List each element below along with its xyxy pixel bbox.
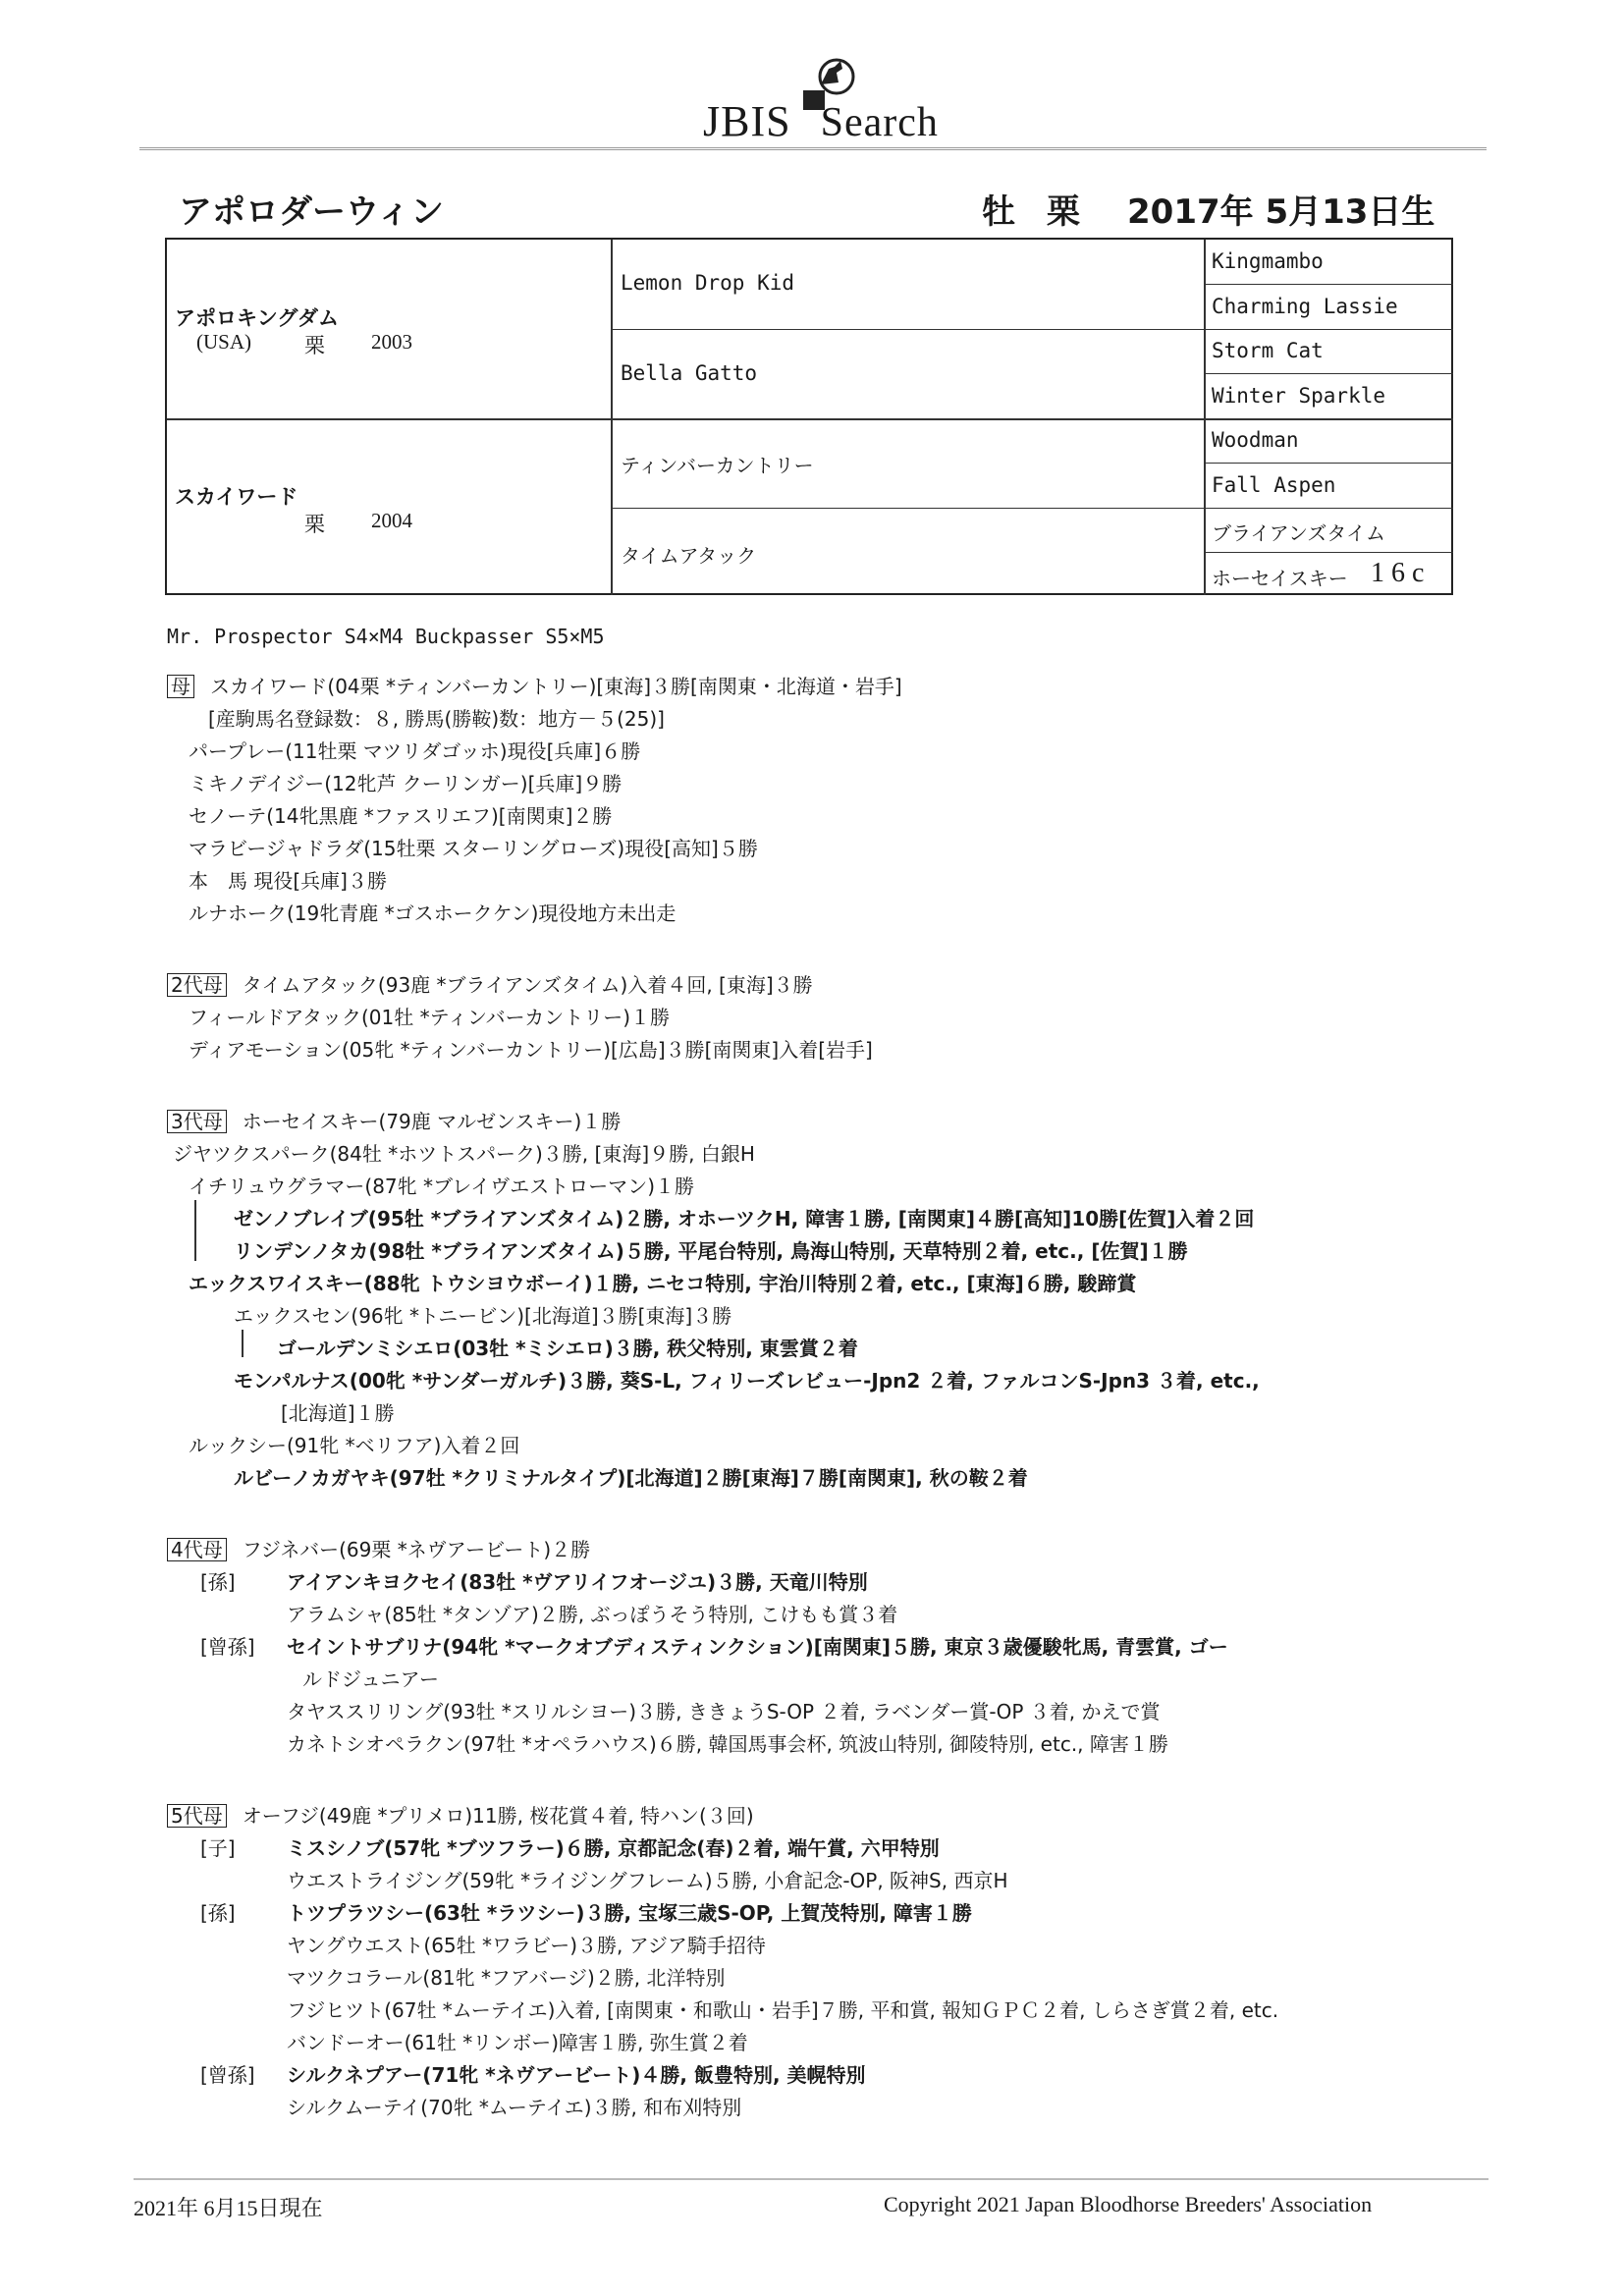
- horse-name: アポロダーウィン: [179, 192, 444, 232]
- horse-sex: 牡: [982, 192, 1015, 232]
- text-line: マラビージャドラダ(15牡栗 スターリングローズ)現役[高知]５勝: [189, 837, 758, 860]
- section-label: 4代母: [167, 1538, 227, 1561]
- text-line: パープレー(11牡栗 マツリダゴッホ)現役[兵庫]６勝: [189, 739, 641, 763]
- dam-color: 栗: [304, 513, 325, 536]
- text-line: カネトシオペラクン(97牡 *オペラハウス)６勝, 韓国馬事会杯, 筑波山特別, 御陵特別, etc., 障害１勝: [287, 1732, 1168, 1756]
- g3-ancestor: Winter Sparkle: [1212, 384, 1386, 408]
- text-line: ルックシー(91牝 *ベリフア)入着２回: [189, 1434, 520, 1457]
- text-line: バンドーオー(61牡 *リンボー)障害１勝, 弥生賞２着: [287, 2031, 748, 2054]
- relation-label: [孫]: [200, 1570, 236, 1594]
- g3-ancestor: Charming Lassie: [1212, 295, 1398, 318]
- sire-name: アポロキングダム: [175, 306, 339, 330]
- g3-ancestor: Storm Cat: [1212, 339, 1324, 362]
- text-line: ルドジュニアー: [302, 1667, 439, 1691]
- text-line: タヤススリリング(93牡 *スリルシヨー)３勝, ききょうS-OP ２着, ラベンダー賞-OP ３着, かえで賞: [287, 1700, 1161, 1723]
- g3-ancestor: Woodman: [1212, 428, 1299, 452]
- section-dam-header: 母 スカイワード(04栗 *ティンバーカントリー)[東海]３勝[南関東・北海道・岩手]: [167, 675, 902, 698]
- text-line: イチリュウグラマー(87牝 *ブレイヴエストローマン)１勝: [189, 1175, 695, 1198]
- section-label: 3代母: [167, 1110, 227, 1133]
- horse-birth-date: 2017年 5月13日生: [1127, 192, 1435, 232]
- text-line: ルビーノカガヤキ(97牡 *クリミナルタイプ)[北海道]２勝[東海]７勝[南関東], 秋の鞍２着: [234, 1466, 1028, 1490]
- pedigree-table: [165, 238, 1453, 595]
- text-line: ウエストライジング(59牝 *ライジングフレーム)５勝, 小倉記念-OP, 阪神S, 西京H: [287, 1869, 1008, 1892]
- text-line: ゼンノブレイブ(95牡 *ブライアンズタイム)２勝, オホーツクH, 障害１勝, [南関東]４勝[高知]10勝[佐賀]入着２回: [234, 1207, 1255, 1230]
- section-label: 2代母: [167, 973, 227, 997]
- section-label: 5代母: [167, 1804, 227, 1828]
- relation-label: [子]: [200, 1836, 236, 1860]
- relation-label: [孫]: [200, 1901, 236, 1925]
- as-of-date: 2021年 6月15日現在: [134, 2196, 323, 2220]
- text-line: エックスセン(96牝 *トニービン)[北海道]３勝[東海]３勝: [234, 1304, 732, 1328]
- sire-dam: Bella Gatto: [621, 361, 758, 385]
- text-line: トツプラツシー(63牡 *ラツシー)３勝, 宝塚三歳S-OP, 上賀茂特別, 障害１勝: [287, 1901, 972, 1925]
- header-divider: [139, 147, 1487, 150]
- text-line: リンデンノタカ(98牡 *ブライアンズタイム)５勝, 平尾台特別, 鳥海山特別, 天草特別２着, etc., [佐賀]１勝: [234, 1239, 1188, 1263]
- text-line: ジヤツクスパーク(84牡 *ホツトスパーク)３勝, [東海]９勝, 白銀H: [173, 1142, 755, 1166]
- text-line: ミキノデイジー(12牝芦 クーリンガー)[兵庫]９勝: [189, 772, 623, 795]
- sire-origin: (USA): [196, 330, 251, 354]
- text-line: シルクネプアー(71牝 *ネヴアービート)４勝, 飯豊特別, 美幌特別: [287, 2063, 866, 2087]
- dam-dam: タイムアタック: [621, 544, 757, 568]
- text-line: ミスシノブ(57牝 *ブツフラー)６勝, 京都記念(春)２着, 端午賞, 六甲特別: [287, 1836, 940, 1860]
- text-line: モンパルナス(00牝 *サンダーガルチ)３勝, 葵S-L, フィリーズレビュー-Jpn2 ２着, ファルコンS-Jpn3 ３着, etc.,: [234, 1369, 1260, 1393]
- text-line: セイントサブリナ(94牝 *マークオブディスティンクション)[南関東]５勝, 東京３歳優駿牝馬, 青雲賞, ゴー: [287, 1635, 1228, 1659]
- inbreeding-note: Mr. Prospector S4×M4 Buckpasser S5×M5: [167, 625, 605, 648]
- section-g5-header: 5代母 オーフジ(49鹿 *プリメロ)11勝, 桜花賞４着, 特ハン(３回): [167, 1804, 754, 1828]
- footer-divider: [134, 2178, 1489, 2180]
- tree-connector: [194, 1200, 196, 1261]
- relation-label: [曾孫]: [200, 2063, 255, 2087]
- dam-year: 2004: [371, 509, 412, 532]
- text-line: 本 馬 現役[兵庫]３勝: [189, 869, 387, 893]
- tree-connector: [242, 1330, 244, 1357]
- copyright: Copyright 2021 Japan Bloodhorse Breeders' Association: [884, 2192, 1373, 2216]
- family-number: 1 6 c: [1371, 558, 1425, 588]
- text-line: エックスワイスキー(88牝 トウシヨウボーイ)１勝, ニセコ特別, 宇治川特別２着, etc., [東海]６勝, 駿蹄賞: [189, 1272, 1137, 1295]
- sire-sire: Lemon Drop Kid: [621, 271, 795, 295]
- horse-color: 栗: [1047, 192, 1080, 232]
- text-line: [産駒馬名登録数：８, 勝馬(勝鞍)数：地方－５(25)]: [208, 707, 665, 731]
- section-label: 母: [167, 675, 194, 698]
- text-line: フィールドアタック(01牡 *ティンバーカントリー)１勝: [189, 1006, 671, 1029]
- g3-ancestor: Kingmambo: [1212, 249, 1324, 273]
- text-line: シルクムーテイ(70牝 *ムーテイエ)３勝, 和布刈特別: [287, 2096, 742, 2119]
- text-line: アイアンキヨクセイ(83牡 *ヴアリイフオージユ)３勝, 天竜川特別: [287, 1570, 868, 1594]
- jbis-search-logo: [703, 55, 948, 145]
- g3-ancestor: Fall Aspen: [1212, 473, 1336, 497]
- g3-ancestor: ホーセイスキー: [1212, 567, 1348, 590]
- dam-sire: ティンバーカントリー: [621, 454, 814, 477]
- text-line: [北海道]１勝: [281, 1401, 395, 1425]
- text-line: ディアモーション(05牝 *ティンバーカントリー)[広島]３勝[南関東]入着[岩手]: [189, 1038, 873, 1062]
- relation-label: [曾孫]: [200, 1635, 255, 1659]
- text-line: マツクコラール(81牝 *フアバージ)２勝, 北洋特別: [287, 1966, 726, 1990]
- section-g2-header: 2代母 タイムアタック(93鹿 *ブライアンズタイム)入着４回, [東海]３勝: [167, 973, 813, 997]
- dam-name: スカイワード: [175, 485, 298, 509]
- text-line: セノーテ(14牝黒鹿 *ファスリエフ)[南関東]２勝: [189, 804, 613, 828]
- text-line: ルナホーク(19牝青鹿 *ゴスホークケン)現役地方未出走: [189, 902, 677, 925]
- section-g4-header: 4代母 フジネバー(69栗 *ネヴアービート)２勝: [167, 1538, 590, 1561]
- text-line: フジヒツト(67牡 *ムーテイエ)入着, [南関東・和歌山・岩手]７勝, 平和賞, 報知ＧＰＣ２着, しらさぎ賞２着, etc.: [287, 1998, 1279, 2022]
- sire-year: 2003: [371, 330, 412, 354]
- text-line: アラムシャ(85牡 *タンゾア)２勝, ぶっぽうそう特別, こけもも賞３着: [287, 1603, 898, 1626]
- section-g3-header: 3代母 ホーセイスキー(79鹿 マルゼンスキー)１勝: [167, 1110, 621, 1133]
- text-line: ゴールデンミシエロ(03牡 *ミシエロ)３勝, 秩父特別, 東雲賞２着: [277, 1337, 858, 1360]
- brand-text: JBIS Search: [703, 97, 939, 145]
- sire-color: 栗: [304, 334, 325, 357]
- g3-ancestor: ブライアンズタイム: [1212, 521, 1385, 545]
- text-line: ヤングウエスト(65牡 *ワラビー)３勝, アジア騎手招待: [287, 1934, 766, 1957]
